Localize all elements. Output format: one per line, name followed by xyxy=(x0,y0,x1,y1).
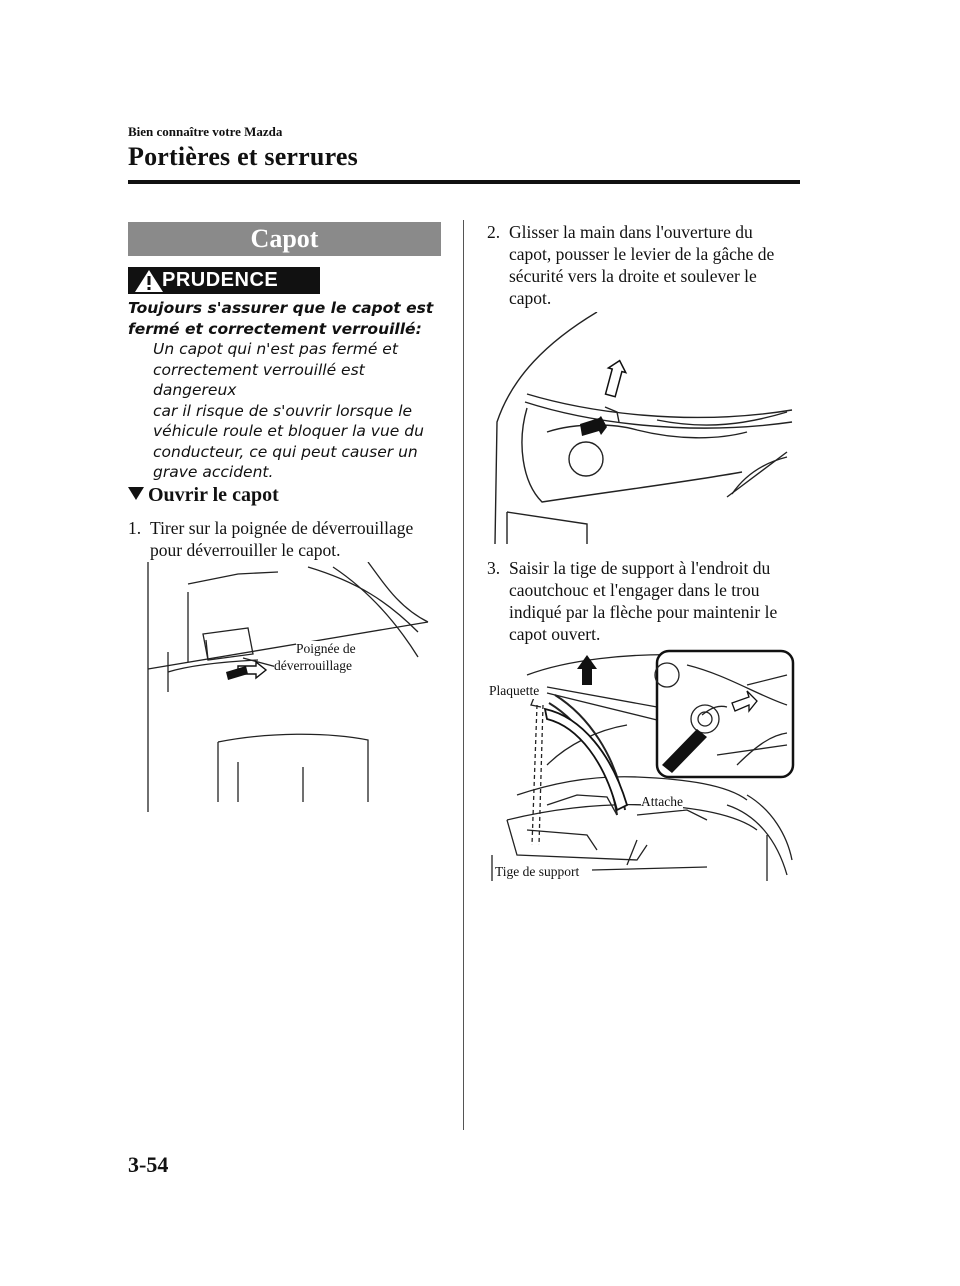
subsection-heading xyxy=(128,484,279,507)
step-line: Saisir la tige de support à l'endroit du xyxy=(509,558,771,578)
chapter-label: Bien connaître votre Mazda xyxy=(128,124,283,139)
caution-heading-line-1: Toujours s'assurer que le capot est xyxy=(128,299,434,317)
caution-body-line: car il risque de s'ouvrir lorsque le xyxy=(153,401,413,420)
step-3 xyxy=(487,557,807,645)
step-number: 3. xyxy=(487,558,501,578)
label-line: Poignée de xyxy=(296,641,356,656)
caution-body-line: grave accident. xyxy=(153,463,274,481)
caution-body xyxy=(128,339,448,483)
hood-latch-illustration xyxy=(487,312,797,544)
caution-heading-line-2: fermé et correctement verrouillé: xyxy=(128,319,422,338)
page-number: 3-54 xyxy=(128,1152,169,1177)
caution-body-line: véhicule roule et bloquer la vue du xyxy=(153,422,424,440)
figure-label-plaquette: Plaquette xyxy=(489,683,540,698)
step-line: indiqué par la flèche pour maintenir le xyxy=(509,602,778,622)
step-line: Glisser la main dans l'ouverture du xyxy=(509,222,753,242)
figure-label-attache: Attache xyxy=(641,794,683,809)
step-number: 2. xyxy=(487,222,501,242)
page-title: Portières et serrures xyxy=(128,142,358,171)
release-handle-illustration xyxy=(128,562,448,812)
step-line: sécurité vers la droite et soulever le xyxy=(509,266,757,286)
figure-support-rod xyxy=(487,645,797,881)
support-rod-illustration xyxy=(487,645,797,881)
step-line: caoutchouc et l'engager dans le trou xyxy=(509,580,760,600)
step-1 xyxy=(128,517,458,561)
figure-label-tige-de-support: Tige de support xyxy=(495,864,580,879)
figure-label-release-handle-2 xyxy=(274,658,352,674)
caution-body-line: Un capot qui n'est pas fermé et xyxy=(153,340,398,358)
figure-hood-latch xyxy=(487,312,797,544)
triangle-bullet-icon xyxy=(128,487,144,500)
figure-label-release-handle xyxy=(296,641,356,657)
caution-body-line: conducteur, ce qui peut causer un xyxy=(153,442,418,461)
caution-badge xyxy=(128,267,320,294)
section-title: Capot xyxy=(128,222,441,256)
column-divider xyxy=(463,220,464,1130)
warning-icon xyxy=(134,269,164,293)
step-line: capot. xyxy=(509,288,552,308)
label-line: déverrouillage xyxy=(274,658,352,673)
step-line: capot ouvert. xyxy=(509,624,601,644)
step-line: Tirer sur la poignée de déverrouillage xyxy=(150,518,414,538)
header-rule xyxy=(128,180,800,184)
caution-body-line: correctement verrouillé est dangereux xyxy=(153,360,365,399)
caution-label: PRUDENCE xyxy=(162,269,279,291)
caution-text xyxy=(128,298,448,483)
step-line: pour déverrouiller le capot. xyxy=(150,540,341,560)
step-line: capot, pousser le levier de la gâche de xyxy=(509,244,775,264)
subsection-title: Ouvrir le capot xyxy=(148,484,279,506)
step-2 xyxy=(487,221,807,309)
step-number: 1. xyxy=(128,518,142,538)
figure-release-handle xyxy=(128,562,448,812)
